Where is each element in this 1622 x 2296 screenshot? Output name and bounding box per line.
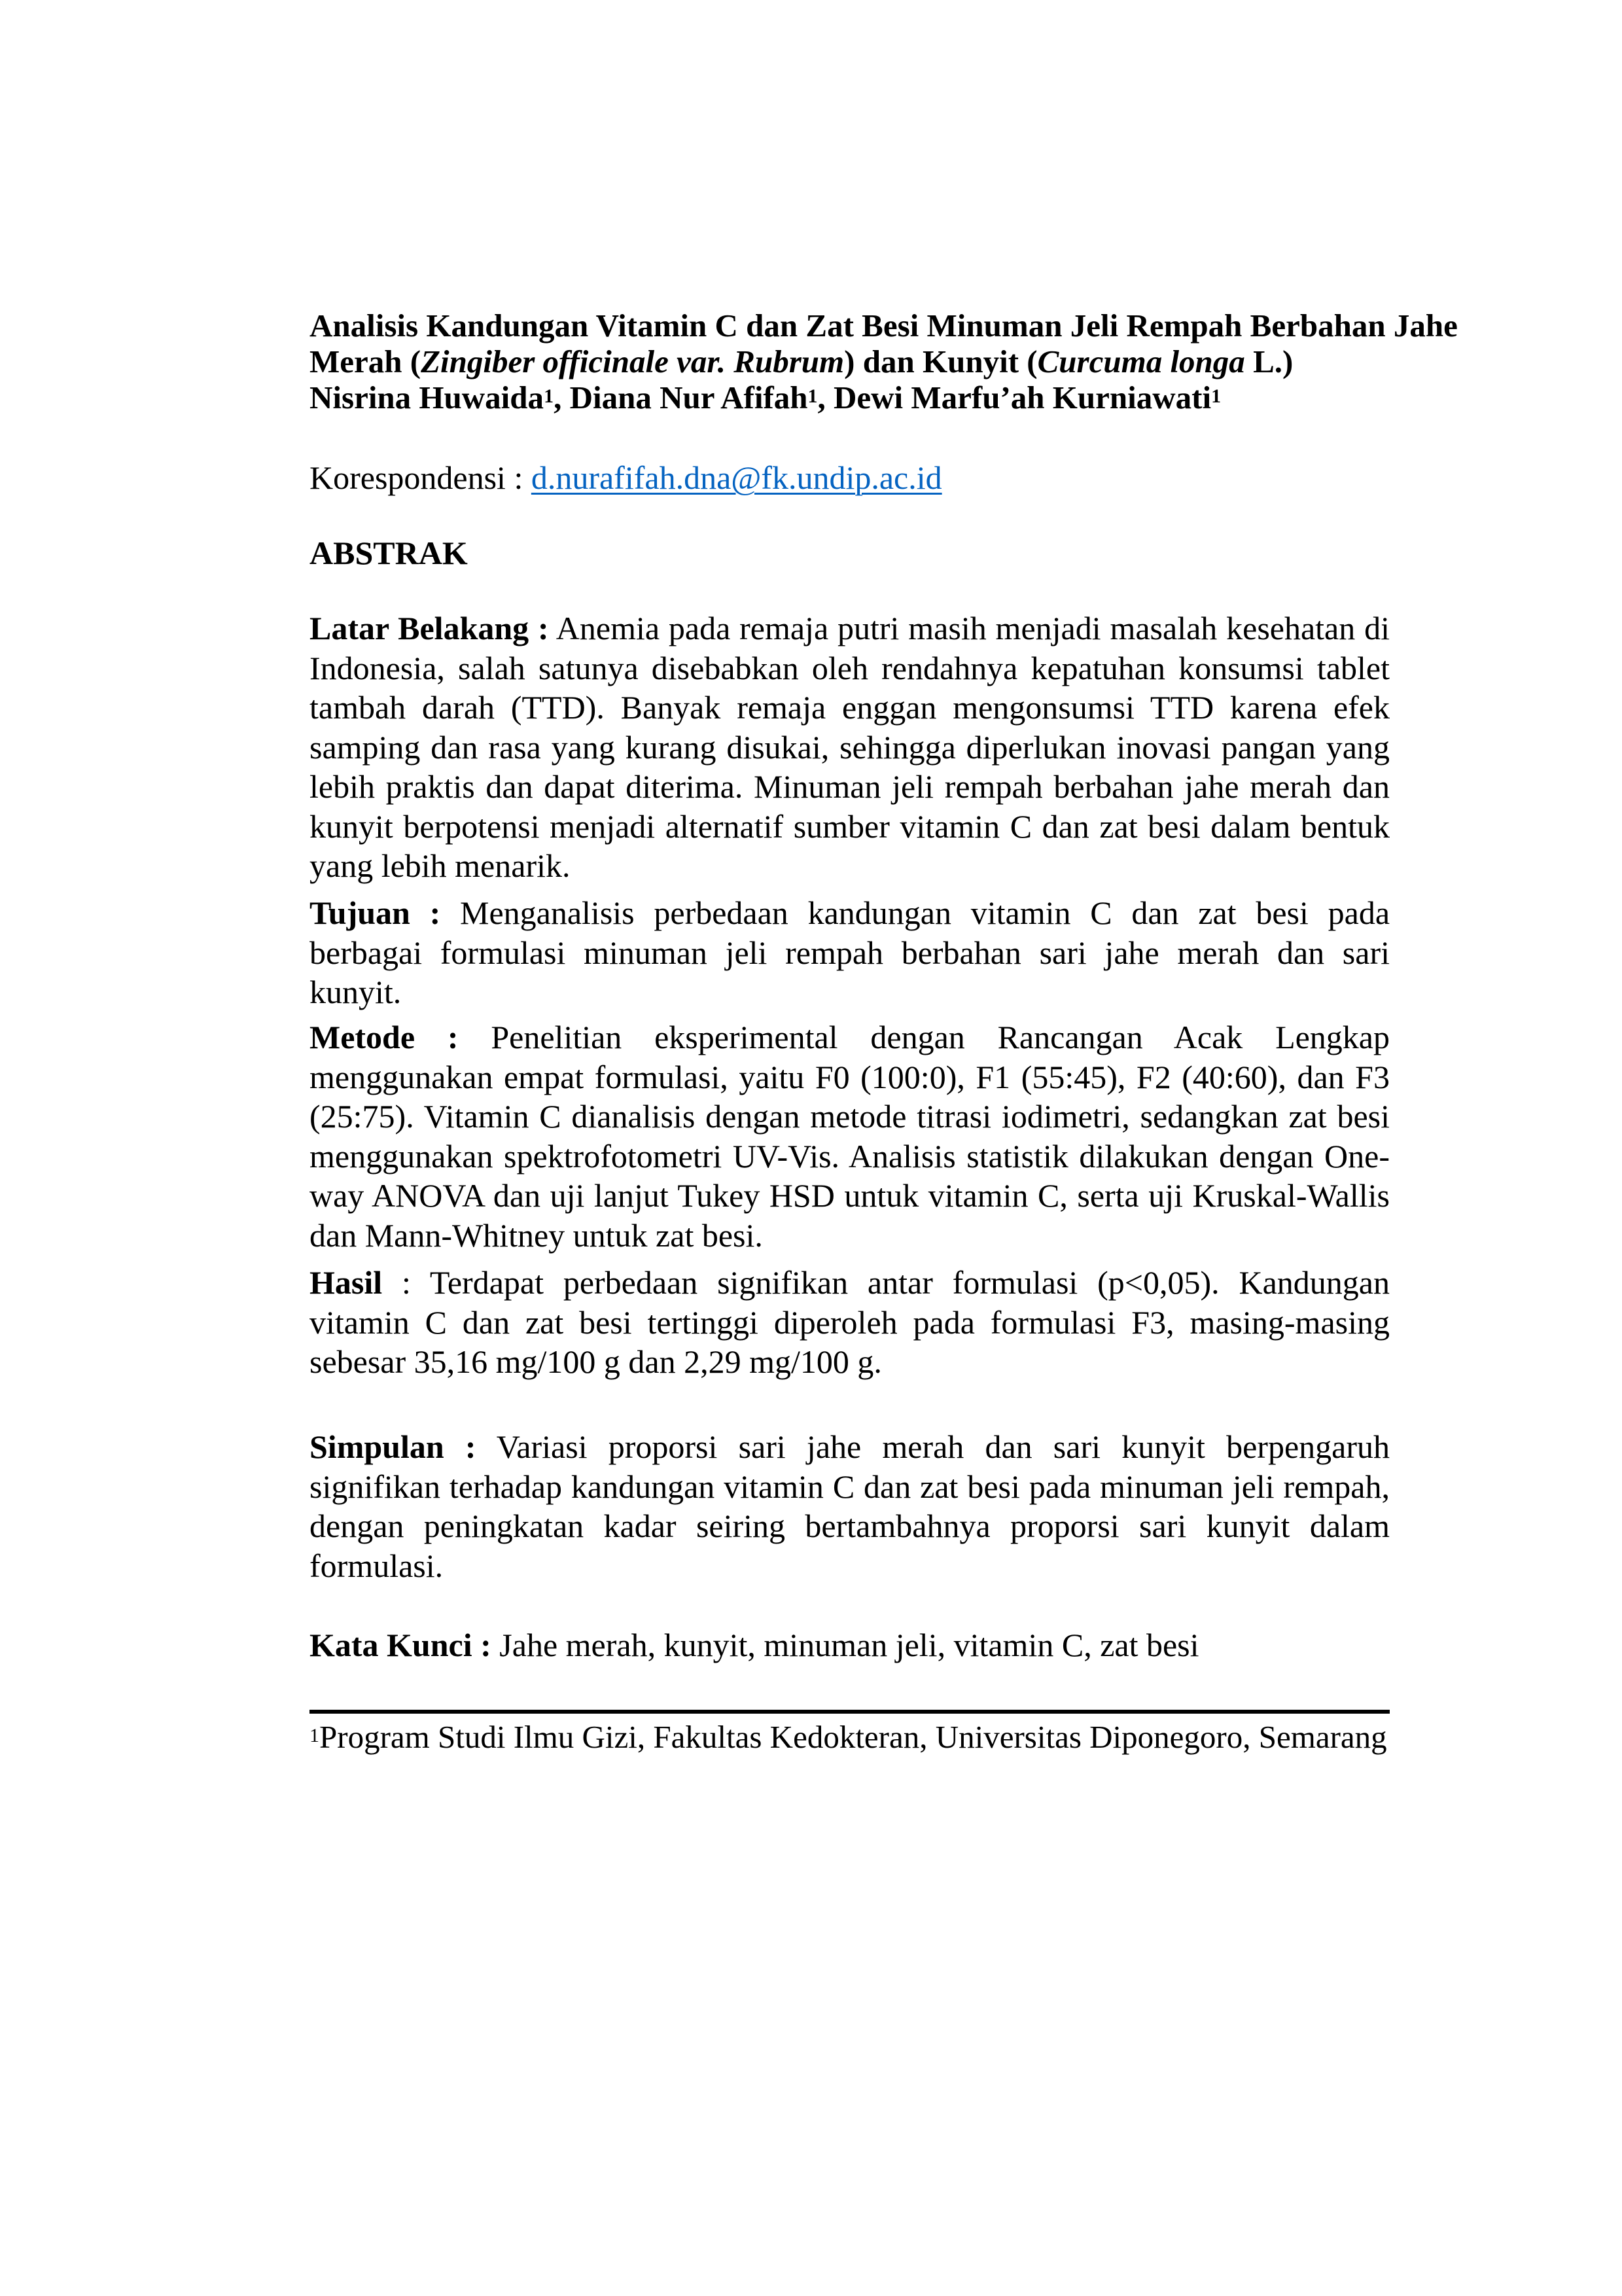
section-label: Simpulan : bbox=[309, 1428, 476, 1465]
keywords bbox=[309, 1625, 1390, 1665]
paper-title-block bbox=[309, 308, 1458, 415]
footnote-mark: 1 bbox=[309, 1725, 319, 1746]
section-text: Penelitian eksperimental dengan Rancangan Acak Lengkap menggunakan empat formulasi, yaitu F0 (100:0), F1 (55:45), F2 (40:60), dan F3 (25:75). Vitamin C dianalisis dengan metode titrasi iodimetri, sedangkan zat besi menggunakan spektrofotometri UV-Vis. Analisis statistik dilakukan dengan One-way ANOVA dan uji lanjut Tukey HSD untuk vitamin C, serta uji Kruskal-Wallis dan Mann-Whitney untuk zat besi. bbox=[309, 1019, 1390, 1254]
title-text: L.) bbox=[1244, 344, 1294, 380]
author-name: Dewi Marfu’ah Kurniawati bbox=[834, 380, 1212, 415]
author-name: Diana Nur Afifah bbox=[569, 380, 808, 415]
author-separator: , bbox=[554, 380, 570, 415]
correspondence-email-link[interactable]: d.nurafifah.dna@fk.undip.ac.id bbox=[531, 459, 942, 496]
paper-title-line-1: Analisis Kandungan Vitamin C dan Zat Besi Minuman Jeli Rempah Berbahan Jahe bbox=[309, 308, 1458, 344]
abstract-conclusion bbox=[309, 1427, 1390, 1585]
title-text: Merah ( bbox=[309, 344, 421, 380]
scientific-name-ginger: Zingiber officinale var. Rubrum bbox=[421, 344, 845, 380]
section-label: Tujuan : bbox=[309, 894, 441, 931]
affiliation-mark: 1 bbox=[807, 385, 818, 407]
footnote-affiliation bbox=[309, 1718, 1390, 1756]
section-text: Variasi proporsi sari jahe merah dan sari kunyit berpengaruh signifikan terhadap kandungan vitamin C dan zat besi pada minuman jeli rempah, dengan peningkatan kadar seiring bertambahnya proporsi sari kunyit dalam formulasi. bbox=[309, 1428, 1390, 1584]
abstract-results bbox=[309, 1263, 1390, 1382]
affiliation-mark: 1 bbox=[544, 385, 554, 407]
abstract-objective bbox=[309, 893, 1390, 1012]
title-text: ) dan Kunyit ( bbox=[844, 344, 1038, 380]
abstract-heading: ABSTRAK bbox=[309, 535, 468, 571]
footnote-text: Program Studi Ilmu Gizi, Fakultas Kedokteran, Universitas Diponegoro, Semarang bbox=[319, 1719, 1387, 1755]
section-label: Hasil bbox=[309, 1264, 383, 1301]
section-text: Menganalisis perbedaan kandungan vitamin C dan zat besi pada berbagai formulasi minuman jeli rempah berbahan sari jahe merah dan sari kunyit. bbox=[309, 894, 1390, 1010]
abstract-background bbox=[309, 609, 1390, 886]
section-text: : Terdapat perbedaan signifikan antar formulasi (p<0,05). Kandungan vitamin C dan zat besi tertinggi diperoleh pada formulasi F3, masing-masing sebesar 35,16 mg/100 g dan 2,29 mg/100 g. bbox=[309, 1264, 1390, 1380]
paper-title-line-2 bbox=[309, 344, 1390, 380]
keywords-label: Kata Kunci : bbox=[309, 1627, 491, 1663]
abstract-method bbox=[309, 1017, 1390, 1255]
section-label: Metode : bbox=[309, 1019, 459, 1055]
author-name: Nisrina Huwaida bbox=[309, 380, 544, 415]
section-label: Latar Belakang : bbox=[309, 610, 549, 646]
footnote-separator-rule bbox=[309, 1710, 1390, 1714]
author-list bbox=[309, 380, 1390, 415]
keywords-text: Jahe merah, kunyit, minuman jeli, vitamin C, zat besi bbox=[491, 1627, 1199, 1663]
author-separator: , bbox=[817, 380, 834, 415]
correspondence bbox=[309, 458, 1390, 497]
affiliation-mark: 1 bbox=[1211, 385, 1222, 407]
scientific-name-turmeric: Curcuma longa bbox=[1037, 344, 1245, 380]
correspondence-label: Korespondensi : bbox=[309, 459, 531, 496]
section-text: Anemia pada remaja putri masih menjadi masalah kesehatan di Indonesia, salah satunya disebabkan oleh rendahnya kepatuhan konsumsi tablet tambah darah (TTD). Banyak remaja enggan mengonsumsi TTD karena efek samping dan rasa yang kurang disukai, sehingga diperlukan inovasi pangan yang lebih praktis dan dapat diterima. Minuman jeli rempah berbahan jahe merah dan kunyit berpotensi menjadi alternatif sumber vitamin C dan zat besi dalam bentuk yang lebih menarik. bbox=[309, 610, 1390, 884]
